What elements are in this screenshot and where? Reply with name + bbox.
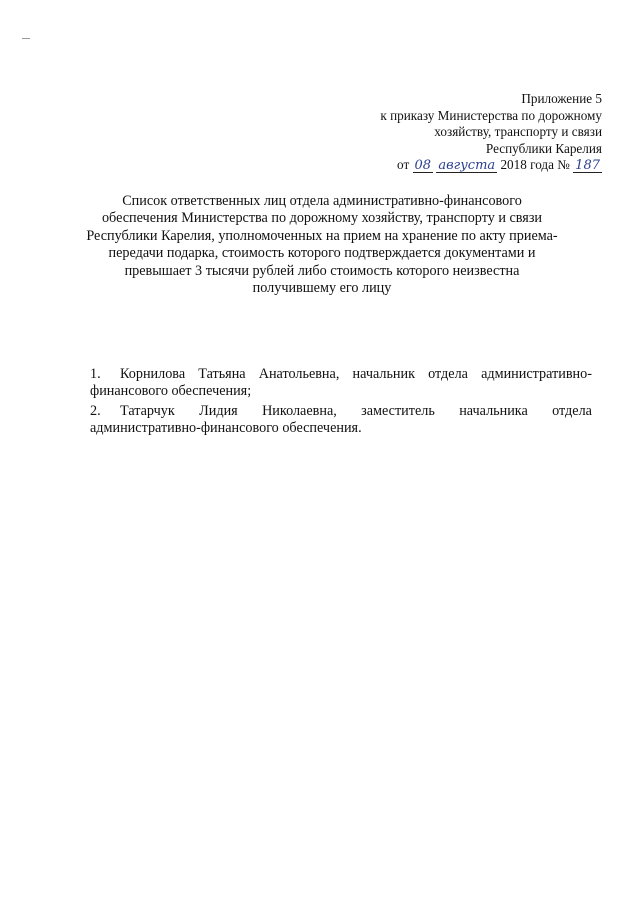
list-item-continuation: финансового обеспечения; [90,383,252,400]
list-item-first-line [120,366,592,383]
list-word: Николаевна, [262,402,337,419]
title-line: обеспечения Министерства по дорожному хозяйству, транспорту и связи [101,210,543,227]
list-item-number: 1. [90,366,101,382]
responsible-persons-list [90,366,592,440]
scan-artifact-mark [22,38,30,39]
list-item-continuation: административно-финансового обеспечения. [90,420,362,437]
title-line: Республики Карелия, уполномоченных на прием на хранение по акту приема- [86,227,558,244]
list-word: начальник [352,366,416,382]
list-item [90,366,592,401]
order-reference-line: к приказу Министерства по дорожному [380,107,602,123]
order-year: 2018 года № [500,157,570,173]
list-word: Татарчук [120,402,175,419]
list-word: начальника [459,402,528,419]
order-date-line [302,157,602,174]
list-word: административно- [481,366,592,382]
list-item-first-line [120,403,592,420]
document-title [80,193,564,297]
republic-line: Республики Карелия [485,140,602,156]
list-word: отдела [552,402,592,419]
list-item-number: 2. [90,402,101,419]
title-line: превышает 3 тысячи рублей либо стоимость которого неизвестна [124,262,520,279]
handwritten-order-number: 187 [575,158,600,174]
title-line: Список ответственных лиц отдела административно-финансового [122,193,522,209]
list-word: Лидия [199,402,238,419]
list-word: Корнилова [120,366,186,382]
title-line: передачи подарка, стоимость которого подтверждается документами и [108,245,536,262]
date-prefix: от [397,157,410,173]
title-line: получившему его лицу [252,280,392,297]
appendix-number: Приложение 5 [521,91,602,106]
ministry-line: хозяйству, транспорту и связи [434,124,602,140]
list-word: заместитель [361,402,435,419]
list-word: отдела [428,366,468,382]
handwritten-month: августа [438,158,496,174]
handwritten-day: 08 [414,158,432,174]
list-item [90,403,592,438]
appendix-approval-block [302,91,602,174]
list-word: Анатольевна, [258,366,340,382]
list-word: Татьяна [198,366,246,382]
